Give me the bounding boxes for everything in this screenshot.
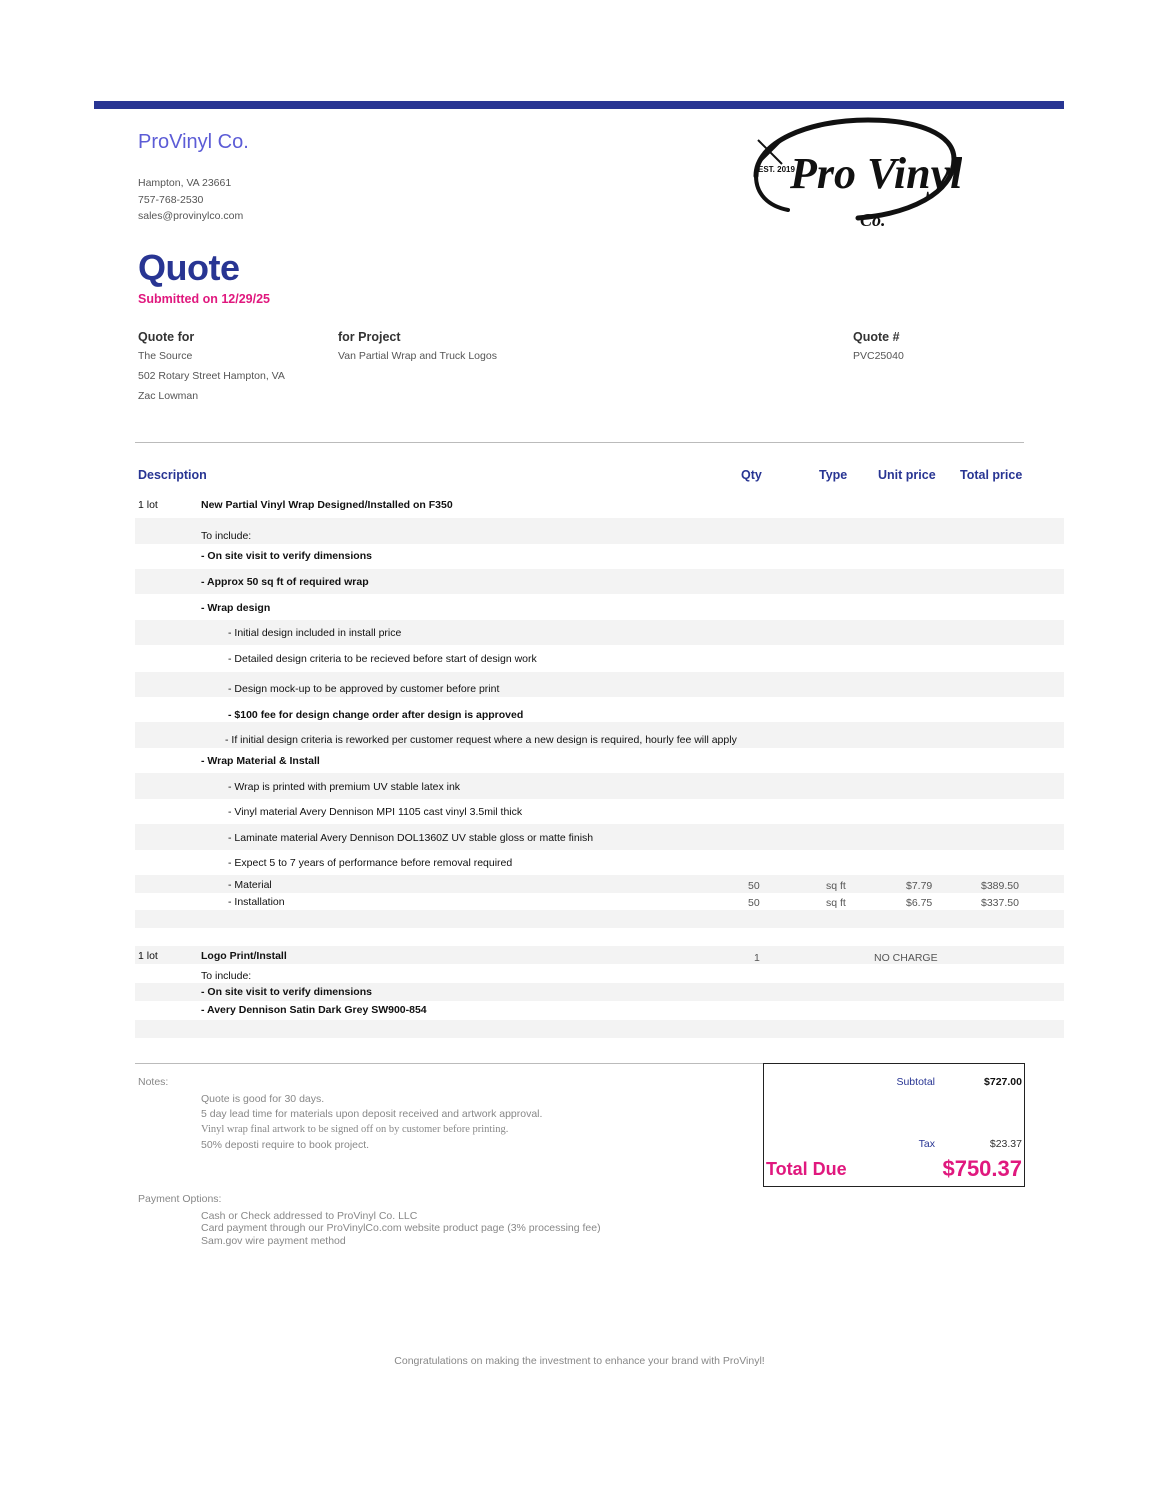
install-total: $337.50 (981, 897, 1019, 909)
company-logo (748, 114, 962, 234)
tax-label: Tax (918, 1138, 935, 1150)
list-item: - Initial design included in install price (228, 627, 402, 639)
company-name: ProVinyl Co. (138, 131, 249, 153)
svg-text:EST. 2019: EST. 2019 (758, 165, 795, 174)
row-band (135, 518, 1064, 544)
quote-for-label: Quote for (138, 330, 195, 344)
page-title: Quote (138, 247, 240, 288)
col-description: Description (138, 468, 207, 482)
logo-unit-price: NO CHARGE (874, 952, 938, 964)
notes-label: Notes: (138, 1076, 169, 1088)
install-label: - Installation (228, 896, 285, 908)
client-contact: Zac Lowman (138, 390, 199, 402)
note-line: 50% deposti require to book project. (201, 1139, 370, 1151)
material-qty: 50 (748, 880, 760, 892)
payment-label: Payment Options: (138, 1193, 222, 1205)
wrap-title: New Partial Vinyl Wrap Designed/Installed on F350 (201, 499, 453, 511)
wrap-include: To include: (201, 530, 252, 542)
list-item: - $100 fee for design change order after design is approved (228, 709, 524, 721)
svg-text:Co.: Co. (860, 210, 886, 230)
divider (135, 1063, 763, 1064)
footer-message: Congratulations on making the investment to enhance your brand with ProVinyl! (394, 1355, 765, 1367)
total-due-label: Total Due (766, 1159, 847, 1179)
install-unit-price: $6.75 (906, 897, 933, 909)
subtotal-value: $727.00 (984, 1076, 1022, 1088)
note-line: Vinyl wrap final artwork to be signed off on by customer before printing. (201, 1124, 509, 1135)
payment-option: Cash or Check addressed to ProVinyl Co. LLC (201, 1210, 418, 1222)
col-type: Type (819, 468, 848, 482)
list-item: - If initial design criteria is reworked per customer request where a new design is required, hourly fee will apply (225, 734, 737, 746)
project-label: for Project (338, 330, 401, 344)
logo-include: To include: (201, 970, 252, 982)
payment-option: Card payment through our ProVinylCo.com website product page (3% processing fee) (201, 1222, 601, 1234)
note-line: 5 day lead time for materials upon deposit received and artwork approval. (201, 1108, 543, 1120)
install-type: sq ft (826, 897, 846, 909)
total-due-value: $750.37 (942, 1156, 1022, 1181)
header-bar (94, 101, 1064, 109)
quote-number: PVC25040 (853, 350, 904, 362)
material-label: - Material (228, 879, 272, 891)
col-total-price: Total price (960, 468, 1023, 482)
wrap-lot: 1 lot (138, 499, 158, 511)
company-phone: 757-768-2530 (138, 194, 204, 206)
row-band (135, 910, 1064, 928)
svg-text:Pro Vinyl: Pro Vinyl (790, 149, 962, 198)
logo-qty: 1 (754, 952, 760, 964)
list-item: - Approx 50 sq ft of required wrap (201, 576, 369, 588)
project-name: Van Partial Wrap and Truck Logos (338, 350, 497, 362)
divider (135, 442, 1024, 443)
install-qty: 50 (748, 897, 760, 909)
list-item: - On site visit to verify dimensions (201, 986, 372, 998)
list-item: - Wrap is printed with premium UV stable latex ink (228, 781, 461, 793)
list-item: - Laminate material Avery Dennison DOL1360Z UV stable gloss or matte finish (228, 832, 594, 844)
logo-title: Logo Print/Install (201, 950, 287, 962)
list-item: - Expect 5 to 7 years of performance before removal required (228, 857, 513, 869)
company-email[interactable]: sales@provinylco.com (138, 210, 244, 222)
note-line: Quote is good for 30 days. (201, 1093, 325, 1105)
client-address: 502 Rotary Street Hampton, VA (138, 370, 285, 382)
list-item: - Detailed design criteria to be recieved before start of design work (228, 653, 537, 665)
material-type: sq ft (826, 880, 846, 892)
list-item: - Design mock-up to be approved by customer before print (228, 683, 500, 695)
subtotal-label: Subtotal (896, 1076, 935, 1088)
list-item: - On site visit to verify dimensions (201, 550, 372, 562)
col-unit-price: Unit price (878, 468, 936, 482)
logo-lot: 1 lot (138, 950, 158, 962)
material-unit-price: $7.79 (906, 880, 933, 892)
col-qty: Qty (741, 468, 762, 482)
list-item: - Avery Dennison Satin Dark Grey SW900-854 (201, 1004, 427, 1016)
payment-option: Sam.gov wire payment method (201, 1235, 346, 1247)
company-address: Hampton, VA 23661 (138, 177, 232, 189)
client-name: The Source (138, 350, 193, 362)
list-item: - Wrap design (201, 602, 271, 614)
tax-value: $23.37 (989, 1138, 1022, 1150)
material-total: $389.50 (981, 880, 1019, 892)
submitted-date: Submitted on 12/29/25 (138, 292, 270, 306)
list-item: - Wrap Material & Install (201, 755, 320, 767)
list-item: - Vinyl material Avery Dennison MPI 1105 cast vinyl 3.5mil thick (228, 806, 523, 818)
totals-box (763, 1063, 1025, 1187)
quote-number-label: Quote # (853, 330, 900, 344)
row-band (135, 1020, 1064, 1038)
